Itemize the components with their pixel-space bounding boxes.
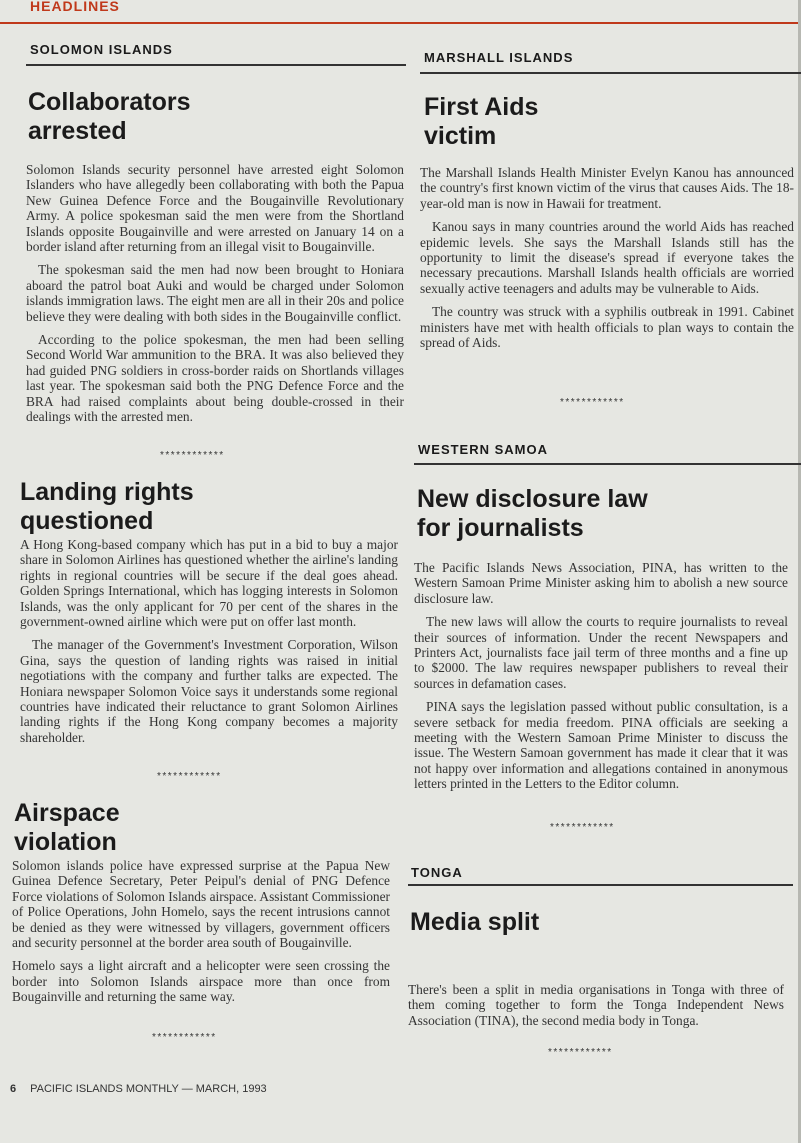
paragraph: Solomon islands police have expressed surprise at the Papua New Guinea Defence Secretary, Peter Peipul's denial of PNG Defence Force violations of Solomon Islands airspace. Assistant Commissioner of Police Operations, John Homelo, says the recent intrusions cannot be denied as they were witnessed by villagers, government officers and security personnel at the border area south of Bougainville. — [12, 858, 390, 951]
paragraph: A Hong Kong-based company which has put in a bid to buy a major share in Solomon Airlines has questioned whether the airline's landing rights in regional countries will be secure if the deal goes ahead. Golden Springs International, which has logging interests in Solomon Islands, was the only applicant for 70 per cent of the shares in the government-owned airline which were put on offer last month. — [20, 537, 398, 630]
section-solomon-islands: SOLOMON ISLANDS — [30, 42, 173, 57]
paragraph: The country was struck with a syphilis outbreak in 1991. Cabinet ministers have met with health officials to plan ways to contain the spread of Aids. — [420, 304, 794, 351]
paragraph: According to the police spokesman, the men had been selling Second World War ammunition to the BRA. It was also believed they had guided PNG soldiers in cross-border raids on Shortlands villages last year. The spokesman said both the PNG Defence Force and the BRA had raised complaints about being double-crossed in their dealings with the arrested men. — [26, 332, 404, 425]
page-number: 6 — [10, 1083, 17, 1095]
article-airspace — [12, 858, 390, 1013]
headline-collaborators: Collaborators arrested — [28, 88, 191, 145]
headline-landing-rights: Landing rights questioned — [20, 478, 194, 535]
article-collaborators — [26, 162, 404, 433]
section-rule — [420, 72, 801, 74]
section-rule — [414, 463, 801, 465]
paragraph: The new laws will allow the courts to require journalists to reveal their sources of information. Under the recent Newspapers and Printers Act, journalists face jail term of three months and a fine up to $2000. The law requires newspaper publishers to reveal their sources in defamation cases. — [414, 614, 788, 691]
article-media-split — [408, 982, 784, 1036]
header-label: HEADLINES — [30, 0, 120, 14]
headline-disclosure-law: New disclosure law for journalists — [417, 485, 648, 542]
section-marshall-islands: MARSHALL ISLANDS — [424, 50, 574, 65]
section-western-samoa: WESTERN SAMOA — [418, 442, 548, 457]
paragraph: Homelo says a light aircraft and a helicopter were seen crossing the border into Solomon Islands airspace more than once from Bougainville and returning the same way. — [12, 958, 390, 1005]
separator-stars: ************ — [160, 450, 225, 461]
separator-stars: ************ — [548, 1047, 613, 1058]
article-landing-rights — [20, 537, 398, 753]
paragraph: The Marshall Islands Health Minister Evelyn Kanou has announced the country's first known victim of the virus that causes Aids. The 18-year-old man is now in Hawaii for treatment. — [420, 165, 794, 211]
article-disclosure-law — [414, 560, 788, 800]
article-first-aids — [420, 165, 794, 358]
section-rule — [408, 884, 793, 886]
publication-line: PACIFIC ISLANDS MONTHLY — MARCH, 1993 — [30, 1083, 267, 1095]
section-tonga: TONGA — [411, 865, 463, 880]
separator-stars: ************ — [152, 1032, 217, 1043]
paragraph: Solomon Islands security personnel have arrested eight Solomon Islanders who have allegedly been collaborating with both the Papua New Guinea Defence Force and the Bougainville Revolutionary Army. A police spokesman said the men were from the Shortland Islands opposite Bougainville and were arrested on January 14 on a border island after returning from an illegal visit to Bougainville. — [26, 162, 404, 255]
headline-first-aids: First Aids victim — [424, 93, 539, 150]
paragraph: Kanou says in many countries around the world Aids has reached epidemic levels. She says the Marshall Islands still has the opportunity to limit the disease's spread if everyone takes the necessary precautions. Marshall Islands health officials are worried sexually active teenagers and adults may be vulnerable to Aids. — [420, 219, 794, 296]
header-rule — [0, 22, 801, 24]
paragraph: The spokesman said the men had now been brought to Honiara aboard the patrol boat Auki and would be charged under Solomon islands immigration laws. The eight men are all in their 20s and police believe they were dealing with both sides in the Bougainville conflict. — [26, 262, 404, 324]
headline-media-split: Media split — [410, 908, 540, 936]
paragraph: The manager of the Government's Investment Corporation, Wilson Gina, says the question of landing rights was raised in initial negotiations with the company and further talks are expected. The Honiara newspaper Solomon Voice says it understands some regional countries have indicated their reluctance to grant Solomon Airlines landing rights if the Hong Kong company becomes a majority shareholder. — [20, 637, 398, 745]
separator-stars: ************ — [560, 397, 625, 408]
paragraph: PINA says the legislation passed without public consultation, is a severe setback for media freedom. PINA officials are seeking a meeting with the Western Samoan Prime Minister to discuss the issue. The Western Samoan government has made it clear that it was not happy over information and allegations contained in anonymous letters printed in the Letters to the Editor column. — [414, 699, 788, 792]
headline-airspace: Airspace violation — [14, 799, 120, 856]
paragraph: The Pacific Islands News Association, PINA, has written to the Western Samoan Prime Minister asking him to abolish a new source disclosure law. — [414, 560, 788, 606]
separator-stars: ************ — [157, 771, 222, 782]
paragraph: There's been a split in media organisations in Tonga with three of them coming together to form the Tonga Independent News Association (TINA), the second media body in Tonga. — [408, 982, 784, 1028]
section-rule — [26, 64, 406, 66]
page-footer — [10, 1083, 267, 1095]
separator-stars: ************ — [550, 822, 615, 833]
